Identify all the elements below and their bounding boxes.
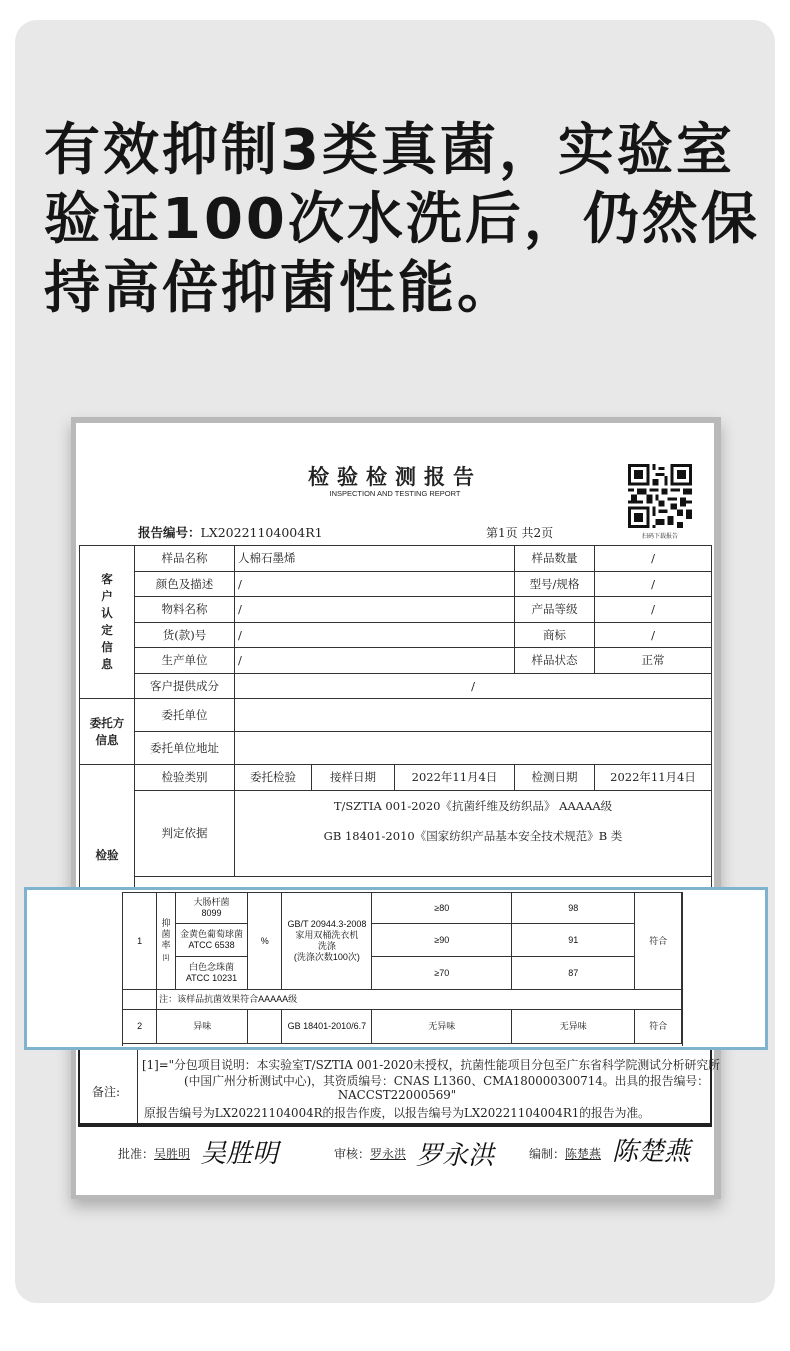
item2-unit [248,1010,282,1044]
sign-border [78,1125,712,1127]
zoom-callout [24,887,768,1050]
row-label: 产品等级 [515,597,595,623]
row-value: / [235,648,515,674]
notes-divider [137,1050,138,1123]
zoom-content [122,892,682,1046]
basis-line-2: GB 18401-2010《国家纺织产品基本安全技术规范》B 类 [323,829,623,843]
test-method: GB/T 20944.3-2008 家用双桶洗衣机 洗涤 (洗涤次数100次) [282,893,372,990]
receive-date-value: 2022年11月4日 [395,765,515,791]
reviewer-label: 审核： [334,1147,371,1161]
basis-label: 判定依据 [135,790,235,876]
requirement-2: ≥90 [372,924,512,957]
client-unit-label: 委托单位 [135,699,235,732]
row-value: / [235,622,515,648]
approver-label: 批准： [118,1147,155,1161]
reviewer [334,1145,406,1162]
approver-signature: 吴胜明 [200,1139,279,1169]
bacteria-1: 大肠杆菌 8099 [175,893,247,924]
result-2: 91 [512,924,635,957]
row-label: 商标 [515,622,595,648]
client-section-label: 委托方信息 [80,699,135,765]
notes-label: 备注: [92,1085,121,1099]
verdict-1: 符合 [635,893,682,990]
report-number [138,523,323,541]
test-date-value: 2022年11月4日 [595,765,712,791]
editor [529,1145,601,1162]
row-label: 型号/规格 [515,571,595,597]
receive-date-label: 接样日期 [312,765,395,791]
result-1: 98 [512,893,635,924]
row-value: / [595,571,712,597]
row-label: 颜色及描述 [135,571,235,597]
unit: % [248,893,282,990]
approver-name: 吴胜明 [154,1147,191,1161]
notes-box [78,1048,720,1125]
item2-number: 2 [123,1010,157,1044]
requirement-1: ≥80 [372,893,512,924]
report-table [79,545,712,897]
zoom-left-border [122,892,123,1046]
test-date-label: 检测日期 [515,765,595,791]
customer-section-label: 客户认定信息 [80,546,135,699]
note-spacer [123,990,157,1010]
inspect-type-label: 检验类别 [135,765,235,791]
headline-line-2: 验证100次水洗后，仍然保 [44,187,760,252]
row-label: 样品名称 [135,546,235,572]
row-label: 样品数量 [515,546,595,572]
headline [44,116,774,323]
composition-label: 客户提供成分 [135,673,235,699]
row-value: 人棉石墨烯 [235,546,515,572]
bacteria-2: 金黄色葡萄球菌 ATCC 6538 [175,924,247,957]
approver [118,1145,190,1162]
row-value: 正常 [595,648,712,674]
item2-verdict: 符合 [635,1010,682,1044]
row-label: 生产单位 [135,648,235,674]
editor-label: 编制： [529,1147,566,1161]
item2-name: 异味 [157,1010,248,1044]
row-value: / [235,571,515,597]
item1-number: 1 [123,893,157,990]
result-note: 注：该样品抗菌效果符合AAAAA级 [157,990,682,1010]
report-number-value: LX20221104004R1 [200,525,323,540]
composition-value: / [235,673,712,699]
report-number-label: 报告编号： [138,525,201,540]
headline-line-3: 持高倍抑菌性能。 [44,256,516,321]
reviewer-name: 罗永洪 [370,1147,407,1161]
inspect-section-label: 检验 [80,765,135,897]
client-unit-value [235,699,712,732]
zoom-right-border [682,892,683,1046]
item2-requirement: 无异味 [372,1010,512,1044]
report-subtitle: INSPECTION AND TESTING REPORT [329,489,461,498]
reviewer-signature: 罗永洪 [416,1141,495,1171]
basis-line-1: T/SZTIA 001-2020《抗菌纤维及纺织品》 AAAAA级 [333,799,613,813]
row-label: 货(款)号 [135,622,235,648]
notes-line-3: NACCST22000569" [337,1088,457,1102]
requirement-3: ≥70 [372,957,512,990]
row-value: / [595,546,712,572]
row-label: 样品状态 [515,648,595,674]
item2-method: GB 18401-2010/6.7 [282,1010,372,1044]
headline-line-1: 有效抑制3类真菌，实验室 [44,118,735,183]
notes-line-1: [1]="分包项目说明：本实验室T/SZTIA 001-2020未授权，抗菌性能项目分包至广东省科学院测试分析研究所 [142,1058,720,1072]
qr-code-icon [628,464,692,528]
item1-group: 抑菌率 [1] [157,893,176,990]
editor-signature: 陈楚燕 [612,1137,691,1167]
item2-result: 无异味 [512,1010,635,1044]
report-title: 检验检测报告 [308,464,482,489]
notes-line-4: 原报告编号为LX20221104004R的报告作废，以报告编号为LX20221104004R1的报告为准。 [144,1106,650,1120]
page-info: 第1页 共2页 [486,526,554,540]
basis-value [235,790,712,876]
row-value: / [595,597,712,623]
editor-name: 陈楚燕 [565,1147,602,1161]
bacteria-3: 白色念珠菌 ATCC 10231 [175,957,247,990]
results-table [122,892,682,1044]
notes-line-2: (中国广州分析测试中心)，其资质编号：CNAS L1360、CMA180000300714。出具的报告编号： [184,1074,709,1088]
inspection-report [76,423,720,1195]
qr-caption: 扫码下载报告 [641,533,678,540]
row-value: / [235,597,515,623]
inspect-type-value: 委托检验 [235,765,312,791]
client-address-value [235,732,712,765]
row-value: / [595,622,712,648]
result-3: 87 [512,957,635,990]
client-address-label: 委托单位地址 [135,732,235,765]
row-label: 物料名称 [135,597,235,623]
